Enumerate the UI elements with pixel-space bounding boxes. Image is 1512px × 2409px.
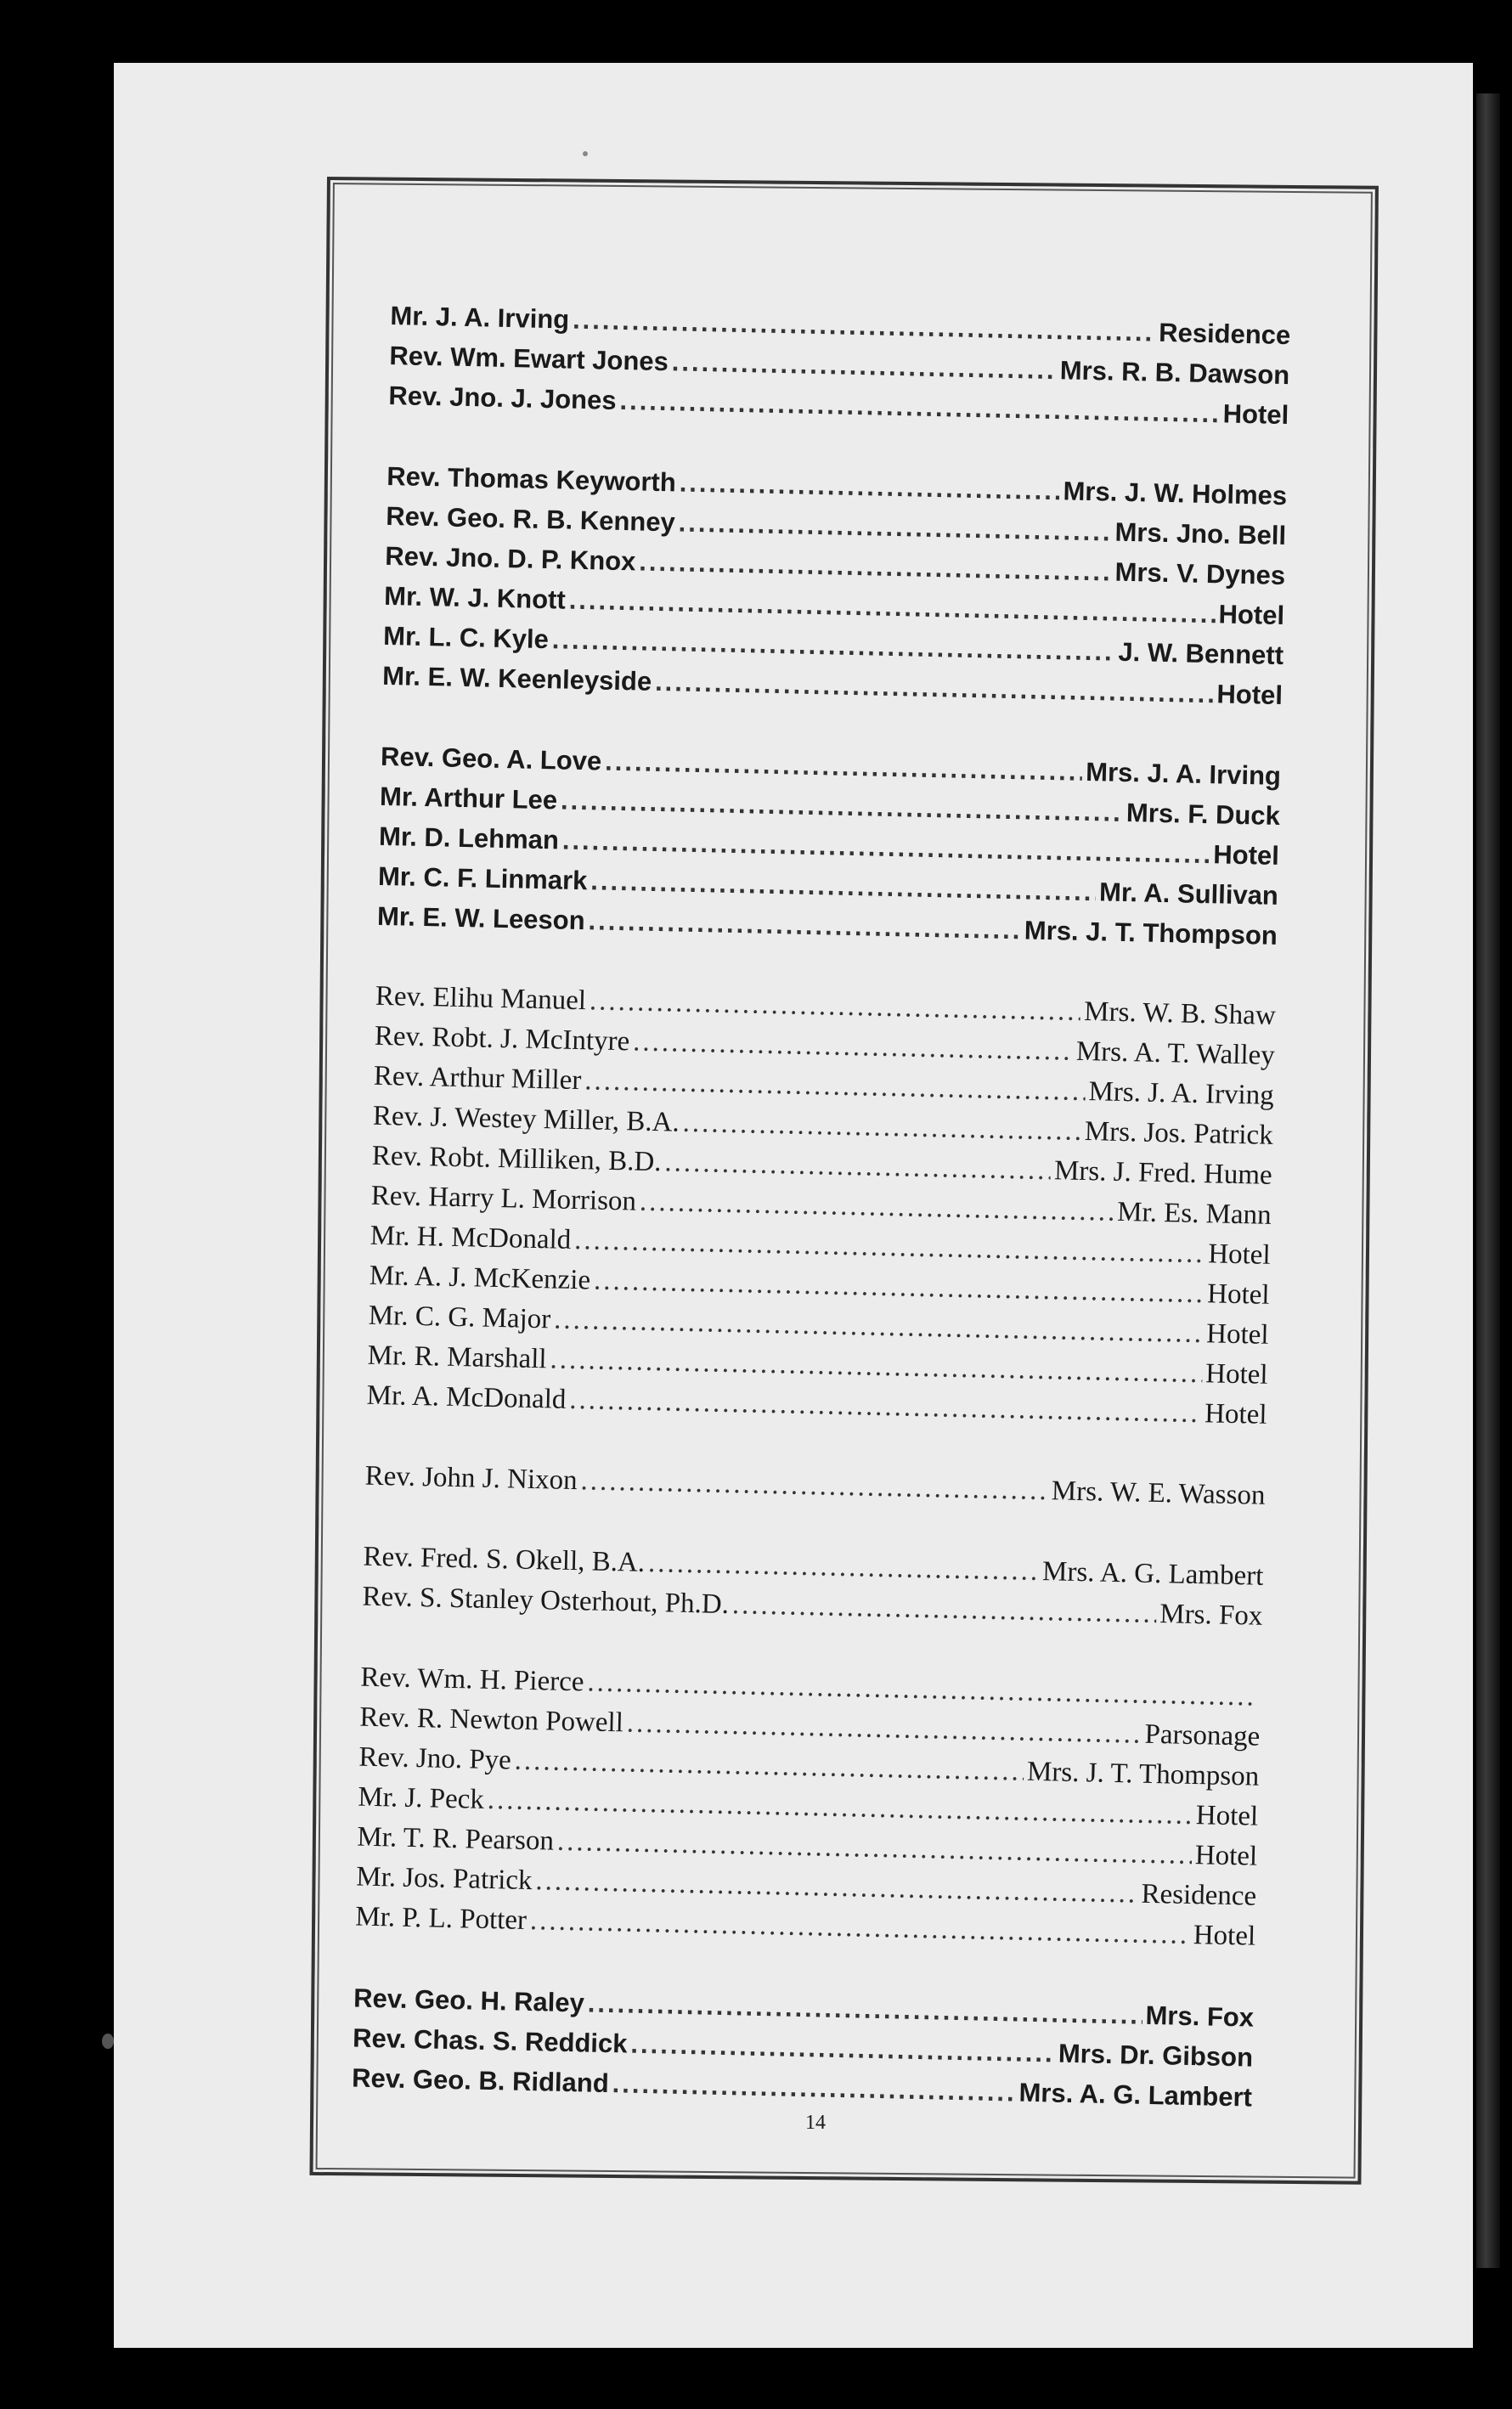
entry-group bbox=[382, 456, 1288, 715]
entry-group bbox=[352, 1978, 1255, 2118]
guest-name: Rev. John J. Nixon bbox=[364, 1460, 578, 1497]
guest-name: Rev. Wm. H. Pierce bbox=[360, 1661, 584, 1698]
entry-group bbox=[366, 977, 1276, 1436]
host-name: Hotel bbox=[1195, 1800, 1259, 1832]
dust-speck bbox=[583, 151, 588, 156]
guest-name: Rev. Robt. J. McIntyre bbox=[374, 1020, 630, 1058]
host-name: Mrs. R. B. Dawson bbox=[1059, 355, 1290, 391]
host-name: Hotel bbox=[1194, 1840, 1258, 1872]
guest-name: Rev. Arthur Miller bbox=[373, 1060, 582, 1097]
entry-group bbox=[388, 296, 1291, 435]
guest-name: Rev. Geo. H. Raley bbox=[353, 1983, 585, 2018]
host-name: Mrs. A. G. Lambert bbox=[1018, 2077, 1253, 2113]
guest-name: Mr. Jos. Patrick bbox=[355, 1861, 533, 1897]
guest-name: Rev. Fred. S. Okell, B.A. bbox=[363, 1541, 646, 1578]
host-name: Mrs. W. B. Shaw bbox=[1083, 996, 1277, 1031]
guest-name: Rev. Robt. Milliken, B.D. bbox=[371, 1140, 662, 1178]
dot-leader bbox=[588, 900, 1021, 950]
entry-row bbox=[364, 1457, 1266, 1516]
guest-name: Rev. Thomas Keyworth bbox=[386, 460, 677, 498]
billeting-list bbox=[351, 296, 1291, 2158]
entry-group bbox=[364, 1457, 1266, 1516]
guest-name: Mr. A. McDonald bbox=[366, 1379, 567, 1415]
page-number: 14 bbox=[805, 2112, 826, 2134]
guest-name: Rev. R. Newton Powell bbox=[359, 1701, 624, 1739]
guest-name: Mr. J. A. Irving bbox=[390, 300, 570, 335]
host-name: Residence bbox=[1158, 317, 1291, 351]
guest-name: Rev. J. Westey Miller, B.A. bbox=[372, 1100, 680, 1138]
guest-name: Mr. H. McDonald bbox=[370, 1220, 572, 1255]
host-name: Mrs. Dr. Gibson bbox=[1058, 2038, 1254, 2073]
guest-name: Rev. S. Stanley Osterhout, Ph.D. bbox=[362, 1581, 730, 1621]
entry-group bbox=[362, 1537, 1264, 1637]
host-name: Hotel bbox=[1212, 839, 1280, 871]
host-name: Mrs. Jno. Bell bbox=[1114, 516, 1287, 551]
guest-name: Rev. Jno. Pye bbox=[358, 1741, 512, 1776]
guest-name: Rev. Jno. D. P. Knox bbox=[384, 540, 636, 577]
host-name: Parsonage bbox=[1144, 1718, 1261, 1752]
host-name: Mrs. J. W. Holmes bbox=[1063, 476, 1288, 511]
guest-name: Mr. C. G. Major bbox=[368, 1300, 551, 1335]
guest-name: Mr. P. L. Potter bbox=[354, 1901, 528, 1936]
guest-name: Mr. D. Lehman bbox=[378, 821, 560, 855]
guest-name: Mr. W. J. Knott bbox=[383, 580, 567, 615]
guest-name: Rev. Wm. Ewart Jones bbox=[389, 340, 669, 377]
host-name: J. W. Bennett bbox=[1118, 636, 1284, 671]
guest-name: Rev. Jno. J. Jones bbox=[388, 380, 617, 415]
host-name: Mrs. J. T. Thompson bbox=[1024, 915, 1278, 951]
guest-name: Rev. Geo. R. B. Kenney bbox=[385, 500, 676, 538]
guest-name: Rev. Geo. B. Ridland bbox=[351, 2062, 610, 2099]
guest-name: Mr. T. R. Pearson bbox=[357, 1821, 555, 1857]
guest-name: Mr. E. W. Keenleyside bbox=[381, 660, 652, 697]
book-binding-edge bbox=[1476, 93, 1500, 2268]
host-name: Hotel bbox=[1207, 1238, 1271, 1271]
guest-name: Mr. A. J. McKenzie bbox=[369, 1260, 591, 1296]
host-name: Mrs. Fox bbox=[1145, 2000, 1255, 2033]
host-name: Mrs. J. A. Irving bbox=[1085, 756, 1282, 791]
host-name: Mrs. A. T. Walley bbox=[1075, 1035, 1276, 1071]
entry-group bbox=[377, 736, 1282, 956]
host-name: Hotel bbox=[1193, 1920, 1256, 1952]
host-name: Mrs. Fox bbox=[1159, 1599, 1263, 1632]
host-name: Hotel bbox=[1222, 398, 1289, 431]
host-name: Mrs. A. G. Lambert bbox=[1041, 1556, 1264, 1592]
guest-name: Rev. Elihu Manuel bbox=[375, 980, 587, 1017]
host-name: Mrs. Jos. Patrick bbox=[1084, 1116, 1274, 1151]
guest-name: Rev. Geo. A. Love bbox=[380, 741, 602, 776]
host-name: Hotel bbox=[1206, 1278, 1270, 1311]
host-name: Hotel bbox=[1205, 1358, 1268, 1391]
host-name: Hotel bbox=[1218, 599, 1285, 631]
host-name: Hotel bbox=[1204, 1398, 1267, 1430]
dot-leader bbox=[731, 1585, 1156, 1634]
host-name: Mr. Es. Mann bbox=[1116, 1196, 1272, 1231]
dot-leader bbox=[612, 2063, 1016, 2112]
guest-name: Mr. R. Marshall bbox=[367, 1340, 547, 1375]
guest-name: Rev. Harry L. Morrison bbox=[370, 1180, 637, 1217]
guest-name: Mr. L. C. Kyle bbox=[382, 620, 550, 655]
dot-leader bbox=[580, 1461, 1048, 1511]
host-name: Hotel bbox=[1216, 679, 1284, 711]
host-name: Mr. A. Sullivan bbox=[1098, 877, 1279, 911]
host-name: Hotel bbox=[1205, 1318, 1269, 1351]
guest-name: Mr. Arthur Lee bbox=[379, 781, 558, 815]
host-name: Residence bbox=[1141, 1878, 1257, 1912]
host-name: Mrs. J. Fred. Hume bbox=[1053, 1155, 1273, 1191]
host-name: Mrs. J. A. Irving bbox=[1088, 1076, 1275, 1111]
guest-name: Mr. E. W. Leeson bbox=[376, 900, 585, 936]
guest-name: Mr. J. Peck bbox=[358, 1781, 485, 1815]
guest-name: Mr. C. F. Linmark bbox=[377, 860, 588, 896]
host-name: Mrs. F. Duck bbox=[1126, 798, 1281, 831]
host-name: Mrs. V. Dynes bbox=[1114, 556, 1286, 591]
dust-speck bbox=[102, 2034, 114, 2049]
host-name: Mrs. J. T. Thompson bbox=[1026, 1756, 1260, 1792]
guest-name: Rev. Chas. S. Reddick bbox=[352, 2023, 628, 2059]
host-name: Mrs. W. E. Wasson bbox=[1051, 1475, 1266, 1511]
entry-group bbox=[355, 1658, 1261, 1957]
